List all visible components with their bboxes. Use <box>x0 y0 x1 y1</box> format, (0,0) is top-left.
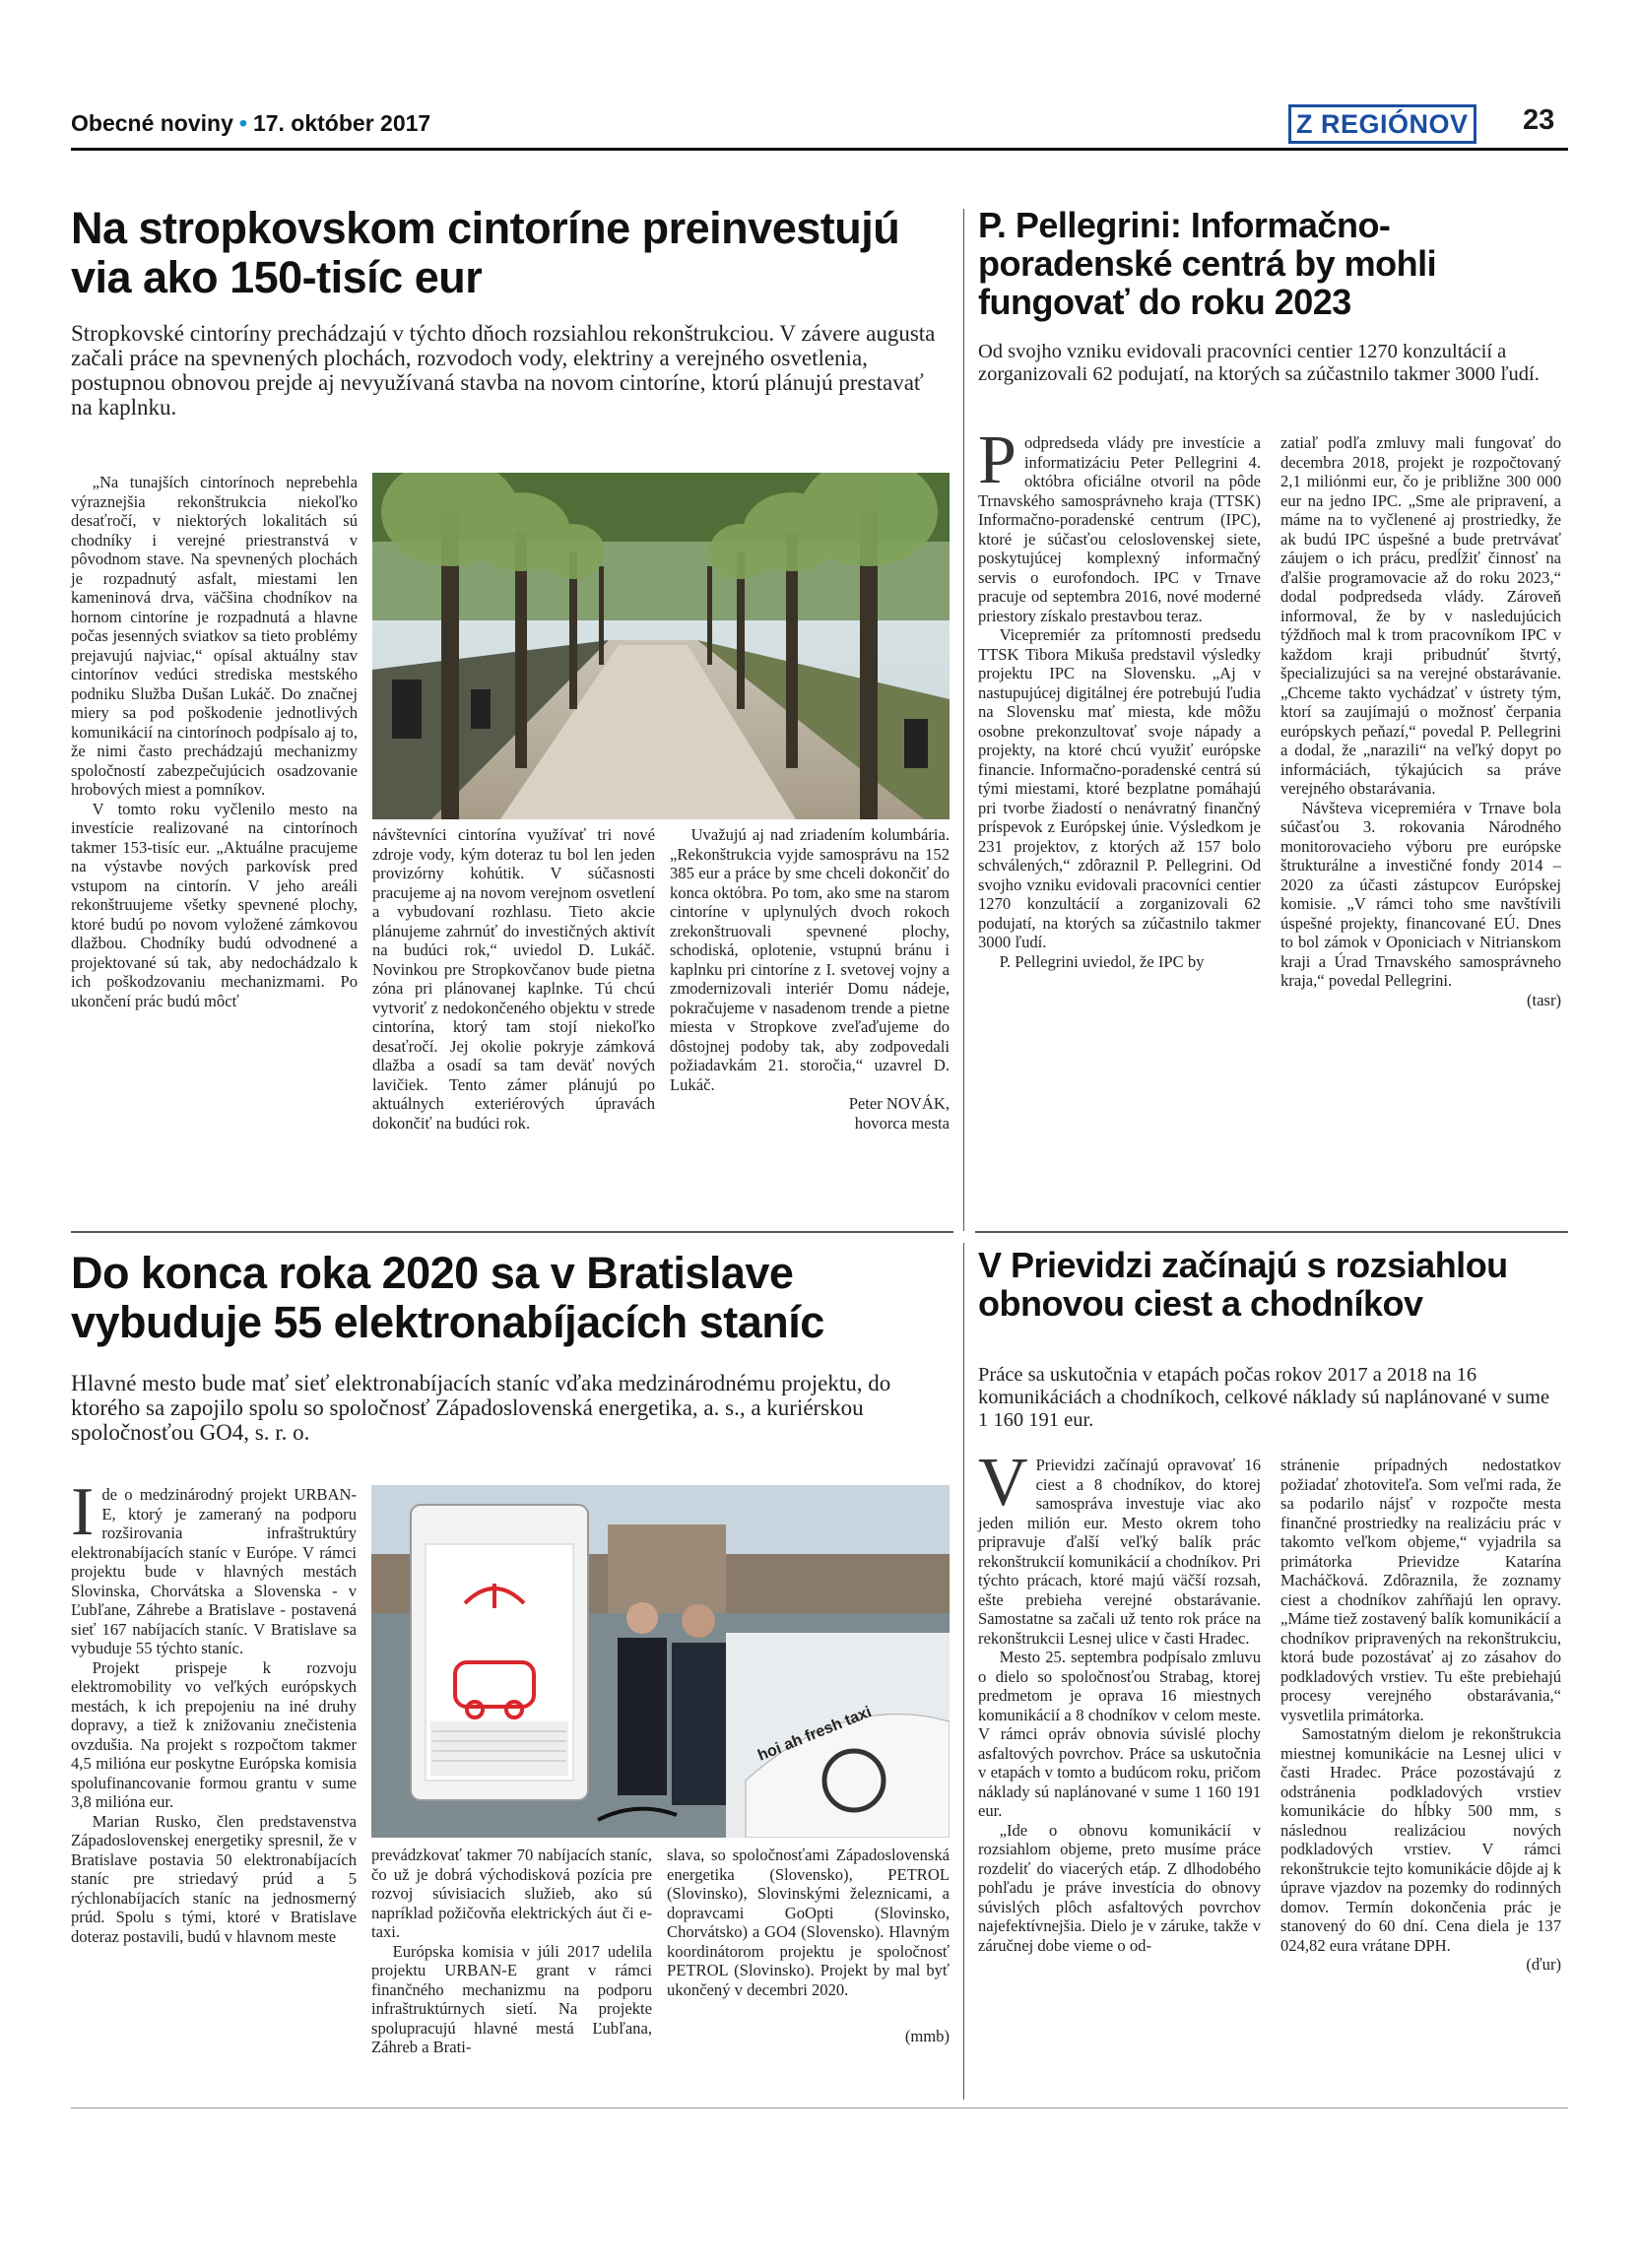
article1-column-2 <box>372 825 655 1133</box>
publication-name: Obecné noviny <box>71 110 233 136</box>
taxi-lettering: hoi ah fresh taxi <box>755 1703 875 1765</box>
article3-signature: (mmb) <box>904 2027 950 2045</box>
article4-dropcap: V <box>978 1445 1028 1521</box>
article3-paragraph: prevádzkovať takmer 70 nabíjacích staníc, čo už je dobrá východisková pozícia pre rozvoj súvisiacich služieb, ako sú napríklad požičovňa elektrických áut či e-taxi. <box>371 1846 652 1941</box>
header-rule <box>71 148 1568 151</box>
article2-paragraph: P. Pellegrini uviedol, že IPC by <box>999 951 1205 971</box>
article-divider-right <box>975 1231 1568 1233</box>
article2-signature: (tasr) <box>1526 990 1561 1009</box>
article3-paragraph: Projekt prispeje k rozvoju elektromobility vo veľkých európskych mestách, k ich prepojeniu na iné druhy dopravy, a tiež k znižovaniu znečistenia ovzdušia. Na projekt s rozpočtom takmer 4,5 milióna eur poskytne Európska komisia spolufinancovanie formou grantu v sume 3,8 milióna eur. <box>71 1657 357 1811</box>
column-divider-bottom <box>963 1243 964 2100</box>
article4-paragraph: V Prievidzi začínajú opravovať 16 ciest a 8 chodníkov, do ktorej samospráva investuje viac ako jeden milión eur. Mesto okrem toho pripravuje ďalší veľký balík prác rekonštrukcií komunikácií a chodníkov. Pri týchto prácach, ktoré majú väčší rozsah, ešte prebieha verejné obstarávanie. Samostatne sa začali už tento rok práce na rekonštrukcii Lesnej ulice v časti Hradec. <box>978 1445 1261 1648</box>
cemetery-alley-photo <box>372 473 950 819</box>
article2-column-2 <box>1280 433 1561 1009</box>
issue-date: 17. október 2017 <box>252 110 431 136</box>
article4-column-2 <box>1280 1456 1561 1975</box>
article3-paragraph: Ide o medzinárodný projekt URBAN-E, ktorý je zameraný na podporu rozširovania infraštruktúry elektronabíjacích staníc v Európe. V rámci projektu bude v hlavných mestách Slovinska, Chorvátska a Slovenska - v Ľubľane, Záhrebe a Bratislave - postavená sieť 167 nabíjacích staníc. V Bratislave sa vybuduje 55 týchto staníc. <box>71 1474 357 1657</box>
column-divider-top <box>963 209 964 1231</box>
article3-column-1 <box>71 1474 357 1946</box>
article1-paragraph: „Na tunajších cintorínoch neprebehla výraznejšia rekonštrukcia niekoľko desaťročí, v niektorých lokalitách sú chodníky i verejné priestranstvá v pôvodnom stave. Na spevnených plochách je rozpadnutý asfalt, miestami len kameninová drva, väčšina chodníkov na hornom cintoríne je rozpadnutá a hlavne počas jesenných sviatkov sa tieto problémy prejavujú najviac,“ opísal aktuálny stav cintorínov vedúci strediska mestského podniku Služba Dušan Lukáč. Do značnej miery sa pod poškodenie jednotlivých komunikácií na cintorínoch podpísalo aj to, že nimi často prechádzajú mechanizmy spoločností zabezpečujúcich osadzovanie hrobových miest a pomníkov. <box>71 473 358 799</box>
article3-lead: Hlavné mesto bude mať sieť elektronabíjacích staníc vďaka medzinárodnému projektu, do ktorého sa zapojilo spolu so spoločnosť Západoslovenská energetika, a. s., a kuriérskou spoločnosťou GO4, s. r. o. <box>71 1371 891 1445</box>
article1-signature-role: hovorca mesta <box>854 1113 950 1133</box>
article4-lead: Práce sa uskutočnia v etapách počas rokov 2017 a 2018 na 16 komunikáciách a chodníkoch, celkové náklady sú naplánované v sume 1 160 191 eur. <box>978 1364 1550 1431</box>
article1-column-3 <box>670 825 950 1133</box>
article3-dropcap: I <box>71 1474 95 1550</box>
article2-column-1 <box>978 422 1261 971</box>
article3-headline: Do konca roka 2020 sa v Bratislave vybuduje 55 elektronabíjacích staníc <box>71 1248 824 1347</box>
article2-paragraph: Vicepremiér za prítomnosti predsedu TTSK Tibora Mikuša predstavil výsledky projektu IPC na Slovensku. „Aj v nastupujúcej digitálnej ére potrebujú ľudia na Slovensku mať miesta, kde môžu osobne prekonzultovať svoje nápady a projekty, na ktoré chcú využiť európske financie. Informačno-poradenské centrá sú tými miestami, ktoré bezplatne pomáhajú pri tvorbe žiadostí o nenávratný finančný príspevok z Európskej únie. Výsledkom je 231 projektov, z ktorých až 157 bolo schválených,“ zdôraznil P. Pellegrini. Od svojho vzniku evidovali pracovníci centier 1270 konzultácií a zorganizovali 62 podujatí, na ktorých sa zúčastnilo takmer 3000 ľudí. <box>978 625 1261 951</box>
article2-paragraph: Podpredseda vlády pre investície a informatizáciu Peter Pellegrini 4. októbra oficiálne otvoril na pôde Trnavského samosprávneho kraja (TTSK) Informačno-poradenské centrum (IPC), ktoré je súčasťou celoslovenskej siete, poskytujúcej komplexný informačný servis o eurofondoch. IPC v Trnave pracuje od septembra 2016, nové moderné priestory získalo prestavbou teraz. <box>978 422 1261 625</box>
article4-headline: V Prievidzi začínajú s rozsiahlou obnovou ciest a chodníkov <box>978 1245 1508 1324</box>
separator-dot: • <box>238 110 247 136</box>
article2-paragraph: Návšteva vicepremiéra v Trnave bola súčasťou 3. rokovania Národného monitorovacieho výboru pre európske štrukturálne a investičné fondy 2014 – 2020 za účasti zástupcov Európskej komisie. „V rámci toho sme navštívili úspešné projekty, financované EÚ. Dnes to bol zámok v Oponiciach v Nitrianskom kraji a Úrad Trnavského samosprávneho kraja,“ povedal Pellegrini. <box>1280 798 1561 990</box>
article1-paragraph: Uvažujú aj nad zriadením kolumbária. „Rekonštrukcia vyjde samosprávu na 152 385 eur a práce by sme chceli dokončiť do konca októbra. Po tom, ako sme na starom cintoríne v uplynulých dvoch rokoch zrekonštruovali spevnené plochy, schodiská, oplotenie, vstupnú bránu i kaplnku pri cintoríne z I. svetovej vojny a zmodernizovali interiér Domu nádeje, pokračujeme v nasadenom trende a pietne miesta v Stropkove zveľaďujeme do dôstojnej podoby tak, aby zodpovedali požiadavkám 21. storočia,“ uzavrel D. Lukáč. <box>670 825 950 1094</box>
article2-headline: P. Pellegrini: Informačno-poradenské centrá by mohli fungovať do roku 2023 <box>978 205 1437 322</box>
article-divider-left <box>71 1231 953 1233</box>
cemetery-photo-illustration <box>372 473 950 819</box>
article4-paragraph: stránenie prípadných nedostatkov požiadať zhotoviteľa. Som veľmi rada, že sa podarilo nájsť v rozpočte mesta finančné prostriedky na realizáciu prác v takomto veľkom objeme,“ vyjadrila sa primátorka Prievidze Katarína Macháčková. Zdôraznila, že zoznamy ciest a chodníkov zahŕňajú len opravy. „Máme tiež zostavený balík komunikácií a chodníkov pripravených na rekonštrukciu, ktorá bude pozostávať aj zo zásahov do podkladových vrstiev. Tu ešte prebiehajú procesy verejného obstarávania,“ vysvetlila primátorka. <box>1280 1456 1561 1724</box>
masthead <box>71 110 430 137</box>
article1-column-1 <box>71 473 358 1010</box>
charging-photo-illustration <box>371 1485 950 1838</box>
article2-dropcap: P <box>978 422 1017 498</box>
article4-paragraph: Samostatným dielom je rekonštrukcia miestnej komunikácie na Lesnej ulici v časti Hradec. Práce pozostávajú z odstránenia podkladových vrstiev komunikácie do hĺbky 500 mm, s následnou realizáciou nových podkladových vrstiev. V rámci rekonštrukcie tejto komunikácie dôjde aj k úprave vjazdov na pozemky do rodinných domov. Termín dokončenia prác je stanovený do 60 dní. Cena diela je 137 024,82 eura vrátane DPH. <box>1280 1724 1561 1955</box>
section-label: Z REGIÓNOV <box>1288 104 1476 144</box>
article2-lead: Od svojho vzniku evidovali pracovníci centier 1270 konzultácií a zorganizovali 62 podujatí, na ktorých sa zúčastnilo takmer 3000 ľudí. <box>978 341 1540 385</box>
page-number: 23 <box>1523 104 1555 136</box>
article4-paragraph: Mesto 25. septembra podpísalo zmluvu o dielo so spoločnosťou Strabag, ktorej predmetom je oprava 16 miestnych komunikácií a 8 chodníkov v celom meste. V rámci opráv obnovia súvislé plochy asfaltových povrchov. Práce sa uskutočnia v etapách v tomto a budúcom roku, pričom náklady sú naplánované v sume 1 160 191 eur. <box>978 1648 1261 1820</box>
footer-rule <box>71 2107 1568 2108</box>
article4-column-1 <box>978 1445 1261 1955</box>
article3-column-3 <box>667 1846 950 2046</box>
article4-paragraph: „Ide o obnovu komunikácií v rozsiahlom objeme, preto musíme práce rozdeliť do viacerých etáp. Z dlhodobého pohľadu je práve investícia do obnovy súvislých plôch asfaltových povrchov najefektívnejšia. Dielo je v záruke, takže v záručnej dobe vieme o od- <box>978 1820 1261 1955</box>
article1-lead: Stropkovské cintoríny prechádzajú v týchto dňoch rozsiahlou rekonštrukciou. V závere augusta začali práce na spevnených plochách, rozvodoch vody, elektriny a verejného osvetlenia, postupnou obnovou prejde aj nevyužívaná stavba na novom cintoríne, ktorú plánujú prestavať na kaplnku. <box>71 321 936 420</box>
article1-headline: Na stropkovskom cintoríne preinvestujú via ako 150-tisíc eur <box>71 203 900 302</box>
charging-station-photo <box>371 1485 950 1838</box>
article2-paragraph: zatiaľ podľa zmluvy mali fungovať do decembra 2018, projekt je rozpočtovaný 2,1 miliónmi eur, čo je približne 300 000 eur na jedno IPC. „Sme ale pripravení, a máme na to vyčlenené aj prostriedky, že ak budú IPC úspešné a bude pretrvávať záujem o ich prácu, predĺžiť činnosť na ďalšie programovacie až do roku 2023,“ dodal podpredseda vlády. Zároveň informoval, že by v nasledujúcich týždňoch mal k trom pracovníkom IPC v každom kraji pribudnúť štvrtý, špecializujúci sa na verejné obstarávanie. „Chceme takto vychádzať v ústrety tým, ktorí sa zaujímajú o možnosť čerpania európskych peňazí,“ povedal P. Pellegrini a dodal, že „narazili“ na veľký dopyt po informáciách, týkajúcich sa práve verejného obstarávania. <box>1280 433 1561 798</box>
article1-paragraph: V tomto roku vyčlenilo mesto na investície realizované na cintorínoch takmer 153-tisíc eur. „Aktuálne pracujeme na výstavbe nových parkovísk pred vstupom na cintorín. V jeho areáli rekonštruujeme všetky spevnené plochy, ktoré budú po novom vyložené zámkovou dlažbou. Chodníky budú odvodnené a projektované sú tak, aby nedochádzalo k ich poškodzovaniu mechanizmami. Po ukončení prác budú môcť <box>71 799 358 1010</box>
article1-paragraph: návštevníci cintorína využívať tri nové zdroje vody, kým doteraz tu bol len jeden provizórny kohútik. V súčasnosti pracujeme aj na novom verejnom osvetlení a vybudovaní rozhlasu. Tieto akcie plánujeme zahrnúť do investičných aktivít na budúci rok,“ uviedol D. Lukáč. Novinkou pre Stropkovčanov bude pietna zóna pri plánovanej kaplnke. Tú chcú vytvoriť z nedokončeného objektu v strede cintorína, ktorý tam stojí niekoľko desaťročí. Jej okolie pokryje zámková dlažba a osadí sa tam deväť nových lavičiek. Tento zámer plánujú po aktuálnych exteriérových úpravách dokončiť na budúci rok. <box>372 825 655 1133</box>
article3-paragraph: Marian Rusko, člen predstavenstva Západoslovenskej energetiky spresnil, že v Bratislave postavia 50 elektronabíjacích staníc pre striedavý prúd a 5 rýchlonabíjacích staníc na jednosmerný prúd. Spolu s tými, ktoré v Bratislave doteraz postavili, budú v hlavnom meste <box>71 1811 357 1946</box>
article4-signature: (ďur) <box>1526 1955 1561 1974</box>
article1-signature-name: Peter NOVÁK, <box>848 1094 950 1113</box>
article3-paragraph: Európska komisia v júli 2017 udelila projektu URBAN-E grant v rámci finančného mechanizmu na podporu infraštruktúrnych sietí. Na projekte spolupracujú hlavné mestá Ľubľana, Záhreb a Brati- <box>371 1941 652 2056</box>
article3-column-2 <box>371 1846 652 2057</box>
article3-paragraph: slava, so spoločnosťami Západoslovenská energetika (Slovensko), PETROL (Slovinsko), Slovinskými železnicami, a dopravcami GoOpti (Slovinsko, Chorvátsko) a GO4 (Slovensko). Hlavným koordinátorom projektu je spoločnosť PETROL (Slovinsko). Projekt by mal byť ukončený v decembri 2020. <box>667 1846 950 1999</box>
